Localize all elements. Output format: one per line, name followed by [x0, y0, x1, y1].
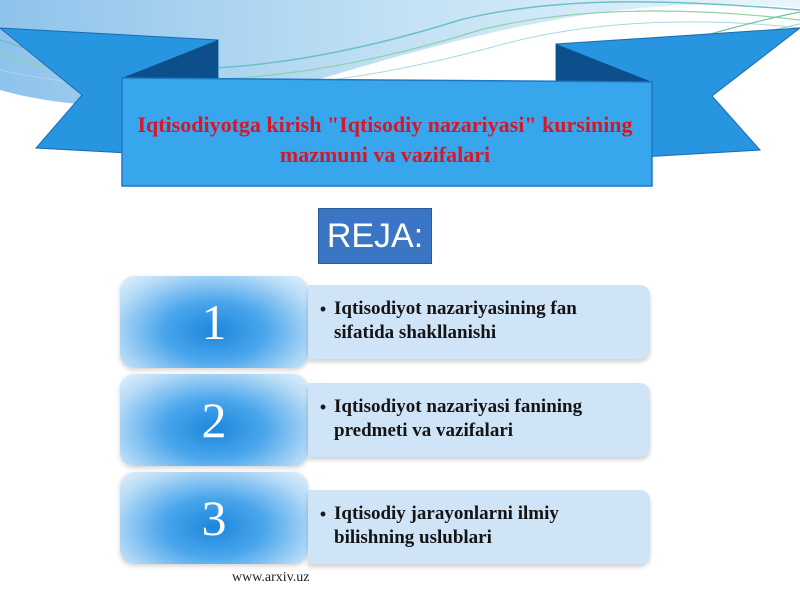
- list-item-text: Iqtisodiyot nazariyasi fanining predmeti va vazifalari: [334, 396, 583, 441]
- list-item-text: Iqtisodiy jarayonlarni ilmiy bilishning uslublari: [334, 503, 559, 548]
- list-item-text: Iqtisodiyot nazariyasining fan sifatida shakllanishi: [334, 298, 577, 343]
- bullet-dot-icon: •: [319, 299, 327, 319]
- item-number-3: 3: [120, 472, 308, 564]
- plan-label: REJA:: [318, 208, 432, 264]
- list-item: [308, 383, 650, 457]
- footer-url: www.arxiv.uz: [232, 570, 310, 585]
- list-item: [308, 490, 650, 564]
- item-number-1: 1: [120, 276, 308, 368]
- list-item: [308, 285, 650, 359]
- bullet-dot-icon: •: [319, 397, 327, 417]
- item-number-2: 2: [120, 374, 308, 466]
- page-title: Iqtisodiyotga kirish "Iqtisodiy nazariyasi" kursining mazmuni va vazifalari: [137, 112, 633, 167]
- bullet-dot-icon: •: [319, 504, 327, 524]
